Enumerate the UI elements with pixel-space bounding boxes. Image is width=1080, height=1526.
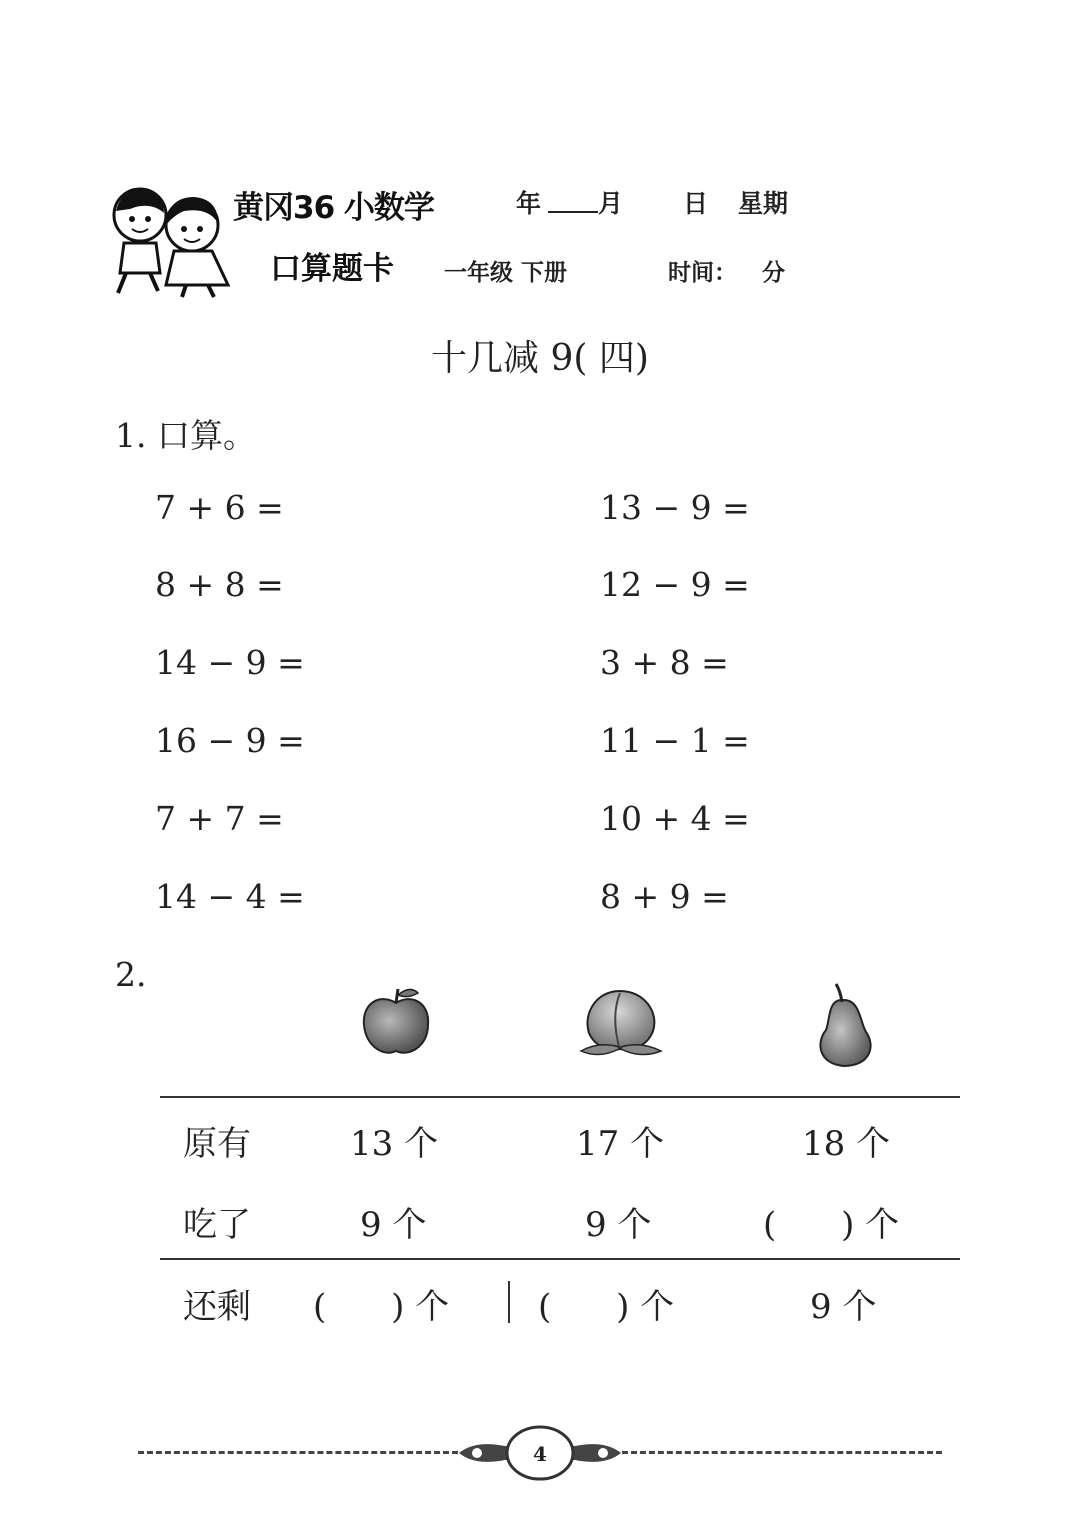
peach-icon: [575, 985, 665, 1061]
table-cell: 18 个: [802, 1124, 891, 1164]
table-cell: 9 个: [810, 1287, 877, 1327]
answer-blank[interactable]: ( ) 个: [538, 1287, 675, 1327]
equation[interactable]: 7 + 6 =: [155, 488, 284, 527]
row-label-remaining: 还剩: [183, 1287, 251, 1327]
footer-left-dashes: [138, 1451, 458, 1454]
equation[interactable]: 8 + 9 =: [600, 877, 729, 916]
question-1-label: 1. 口算。: [115, 416, 256, 455]
table-cell: 9 个: [360, 1205, 427, 1245]
section-title: 十几减 9( 四): [431, 338, 649, 379]
grade-label: 一年级 下册: [444, 259, 568, 286]
brand-title: 黄冈36 小数学: [233, 190, 434, 226]
equation[interactable]: 10 + 4 =: [600, 799, 750, 838]
equation[interactable]: 14 − 4 =: [155, 877, 305, 916]
year-label: 年: [516, 189, 542, 218]
equation[interactable]: 11 − 1 =: [600, 721, 750, 760]
page-number: 4: [533, 1442, 547, 1466]
weekday-label: 星期: [738, 189, 789, 218]
kids-mascot-icon: [100, 185, 245, 300]
question-2-label: 2.: [115, 955, 147, 994]
month-blank[interactable]: [548, 211, 598, 213]
equation[interactable]: 3 + 8 =: [600, 643, 729, 682]
row-label-eaten: 吃了: [183, 1205, 251, 1245]
equation[interactable]: 7 + 7 =: [155, 799, 284, 838]
table-cell: 13 个: [350, 1124, 439, 1164]
equation[interactable]: 16 − 9 =: [155, 721, 305, 760]
time-label: 时间：: [668, 259, 737, 286]
table-middle-rule: [160, 1258, 960, 1260]
answer-blank[interactable]: ( ) 个: [313, 1287, 450, 1327]
table-cell: 9 个: [585, 1205, 652, 1245]
table-divider: [508, 1281, 510, 1323]
equation[interactable]: 8 + 8 =: [155, 565, 284, 604]
answer-blank[interactable]: ( ) 个: [763, 1205, 900, 1245]
month-label: 月: [598, 189, 624, 218]
card-title: 口算题卡: [270, 251, 394, 287]
equation[interactable]: 13 − 9 =: [600, 488, 750, 527]
table-top-rule: [160, 1096, 960, 1098]
equation[interactable]: 12 − 9 =: [600, 565, 750, 604]
table-cell: 17 个: [576, 1124, 665, 1164]
day-label: 日: [683, 189, 709, 218]
apple-icon: [358, 985, 434, 1059]
row-label-original: 原有: [183, 1124, 251, 1164]
footer-right-dashes: [622, 1451, 942, 1454]
minutes-label: 分: [762, 259, 785, 286]
equation[interactable]: 14 − 9 =: [155, 643, 305, 682]
pear-icon: [810, 980, 880, 1070]
